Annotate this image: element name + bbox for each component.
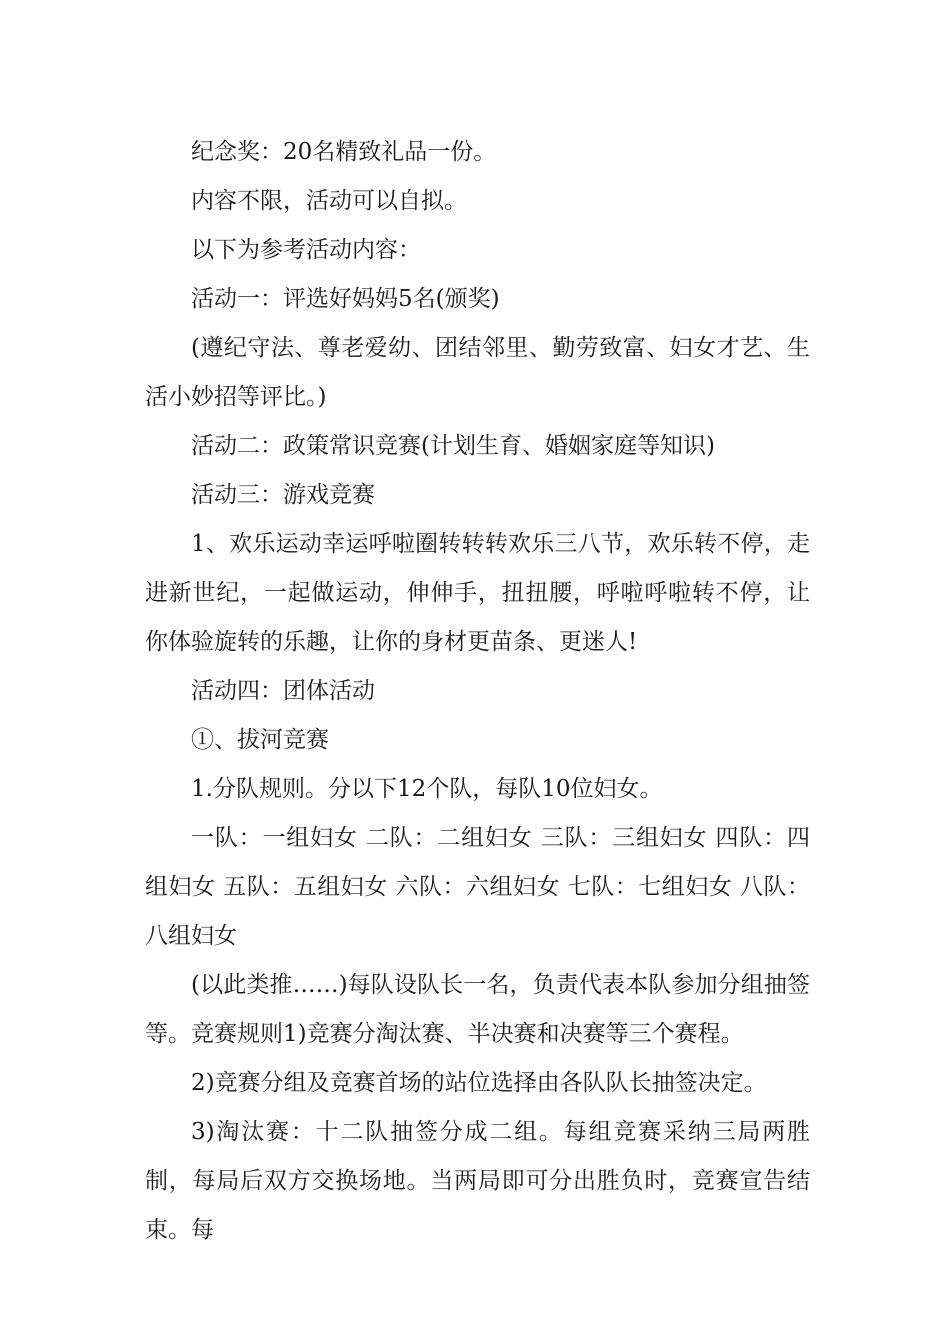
paragraph-team-rules: 1.分队规则。分以下12个队，每队10位妇女。 — [191, 776, 663, 802]
paragraph-content-unlimited: 内容不限，活动可以自拟。 — [191, 188, 467, 214]
paragraph-activity-one-detail: (遵纪守法、尊老爱幼、团结邻里、勤劳致富、妇女才艺、生活小妙招等评比。) — [145, 335, 810, 410]
paragraph-activity-one: 活动一：评选好妈妈5名(颁奖) — [191, 286, 500, 312]
paragraph-commemorative-prize: 纪念奖：20名精致礼品一份。 — [191, 139, 497, 165]
paragraph-tug-of-war: ①、拔河竞赛 — [191, 727, 329, 753]
paragraph-activity-three: 活动三：游戏竞赛 — [191, 482, 375, 508]
paragraph-hula-hoop: 1、欢乐运动幸运呼啦圈转转转欢乐三八节，欢乐转不停，走进新世纪，一起做运动，伸伸手，扭扭腰，呼啦呼啦转不停，让你体验旋转的乐趣，让你的身材更苗条、更迷人! — [145, 531, 810, 655]
paragraph-captain-and-rules: (以此类推……)每队设队长一名，负责代表本队参加分组抽签等。竞赛规则1)竞赛分淘汰赛、半决赛和决赛等三个赛程。 — [145, 972, 810, 1047]
paragraph-activity-four: 活动四：团体活动 — [191, 678, 375, 704]
paragraph-grouping-draw: 2)竞赛分组及竞赛首场的站位选择由各队队长抽签决定。 — [191, 1070, 767, 1096]
paragraph-elimination-round: 3)淘汰赛：十二队抽签分成二组。每组竞赛采纳三局两胜制，每局后双方交换场地。当两局即可分出胜负时，竞赛宣告结束。每 — [145, 1119, 810, 1243]
paragraph-activity-two: 活动二：政策常识竞赛(计划生育、婚姻家庭等知识) — [191, 433, 715, 459]
paragraph-team-list: 一队：一组妇女 二队：二组妇女 三队：三组妇女 四队：四组妇女 五队：五组妇女 六队：六组妇女 七队：七组妇女 八队：八组妇女 — [145, 825, 810, 949]
paragraph-reference-intro: 以下为参考活动内容： — [191, 237, 421, 263]
